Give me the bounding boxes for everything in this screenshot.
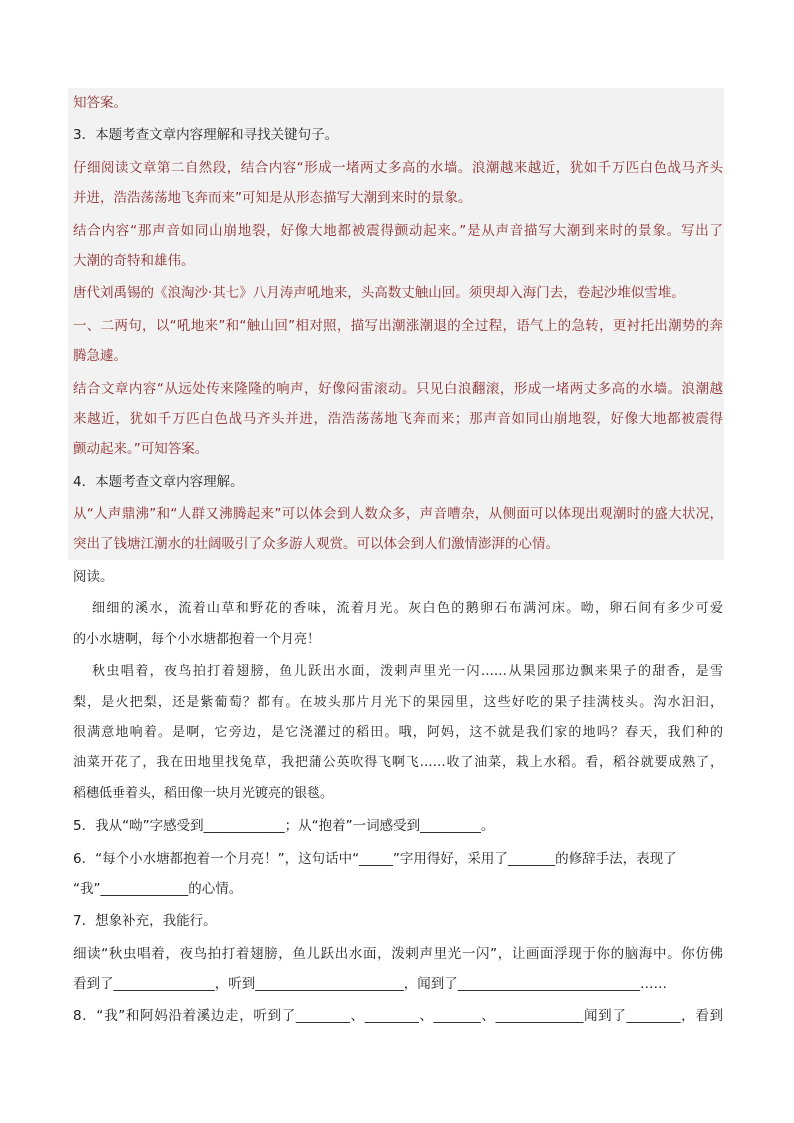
passage-line: 梨，是火把梨，还是紫葡萄？都有。在坡头那片月光下的果园里，这些好吃的果子挂满枝头。沟水汩汩， [73,694,723,710]
question-line: 7．想象补充，我能行。 [73,913,217,930]
question-line: 6．“每个小水塘都抱着一个月亮！”，这句话中“_____”字用得好，采用了_______的修辞手法，表现了 [73,850,677,867]
answer-line: 并进，浩浩荡荡地飞奔而来”可知是从形态描写大潮到来时的景象。 [73,190,472,207]
question-3-shape-analysis [73,153,723,214]
question-6 [73,844,723,905]
passage-line: 很满意地响着。是啊，它旁边，是它浇灌过的稻田。哦，阿妈，这不就是我们家的地吗？春天，我们种的 [73,724,723,740]
answer-analysis-block [68,88,724,560]
answer-line: 从“人声鼎沸”和“人群又沸腾起来”可以体会到人数众多，声音嘈杂，从侧面可以体现出观潮时的盛大状况， [73,506,723,523]
answer-line: 仔细阅读文章第二自然段，结合内容“形成一堵两丈多高的水墙。浪潮越来越近，犹如千万匹白色战马齐头 [73,159,723,176]
answer-line: 结合内容“那声音如同山崩地裂，好像大地都被震得颤动起来。”是从声音描写大潮到来时的景象。写出了 [73,222,723,239]
question-7-prompt [73,939,723,1000]
question-8 [73,1001,723,1031]
question-3-poem-analysis [73,311,723,372]
question-line: 细读“秋虫唱着，夜鸟拍打着翅膀，鱼儿跃出水面，泼剌声里光一闪”，让画面浮现于你的脑海中。你仿佛 [73,945,723,962]
section-label-text: 阅读。 [73,569,114,585]
question-3-analysis-heading [73,120,723,150]
answer-line: 腾急遽。 [73,348,127,365]
passage-line: 细细的溪水，流着山草和野花的香味，流着月光。灰白色的鹅卵石布满河床。呦，卵石间有多少可爱 [92,601,723,617]
answer-line: 一、二两句，以“吼地来”和“触山回”相对照，描写出潮涨潮退的全过程，语气上的急转，更衬托出潮势的奔 [73,317,723,334]
passage-paragraph-2 [73,657,723,809]
answer-line: 唐代刘禹锡的《浪淘沙·其七》八月涛声吼地来，头高数丈触山回。须臾却入海门去，卷起沙堆似雪堆。 [73,285,685,302]
reading-section [73,562,723,1032]
passage-paragraph-1 [73,594,723,655]
passage-line: 稻穗低垂着头，稻田像一块月光镀亮的银毯。 [73,785,334,801]
question-3-conclusion [73,374,723,465]
question-line: “我”_____________的心情。 [73,880,243,897]
passage-line: 油菜开花了，我在田地里找兔草，我把蒲公英吹得飞啊飞……收了油菜，栽上水稻。看，稻谷就要成熟了， [73,755,723,771]
question-7 [73,906,723,936]
passage-line: 秋虫唱着，夜鸟拍打着翅膀，鱼儿跃出水面，泼剌声里光一闪……从果园那边飘来果子的甜香，是雪 [92,664,723,680]
answer-line: 大潮的奇特和雄伟。 [73,252,195,269]
question-3-poem-reference [73,278,723,308]
answer-line: 知答案。 [73,95,127,111]
question-4-analysis [73,499,723,560]
answer-line: 来越近，犹如千万匹白色战马齐头并进，浩浩荡荡地飞奔而来；那声音如同山崩地裂，好像大地都被震得 [73,410,723,427]
question-line: 看到了_______________，听到______________________，闻到了___________________________…… [73,976,667,993]
previous-answer-conclusion [73,88,723,118]
question-4-analysis-heading [73,467,723,497]
question-3-sound-analysis [73,216,723,277]
answer-line: 突出了钱塘江潮水的壮阔吸引了众多游人观赏。可以体会到人们激情澎湃的心情。 [73,536,559,553]
answer-heading-line: 3．本题考查文章内容理解和寻找关键句子。 [73,127,339,144]
answer-line: 结合文章内容“从远处传来隆隆的响声，好像闷雷滚动。只见白浪翻滚，形成一堵两丈多高的水墙。浪潮越 [73,380,723,397]
answer-heading-line: 4．本题考查文章内容理解。 [73,473,244,490]
question-line: 5．我从“呦”字感受到____________；从“抱着”一词感受到_________。 [73,818,495,835]
passage-line: 的小水塘啊，每个小水塘都抱着一个月亮！ [73,631,321,647]
question-line: 8．“我”和阿妈沿着溪边走，听到了________、________、_______、_____________闻到了________，看到 [73,1008,723,1025]
reading-section-label [73,562,723,592]
answer-line: 颤动起来。”可知答案。 [73,441,209,458]
question-5 [73,811,723,841]
